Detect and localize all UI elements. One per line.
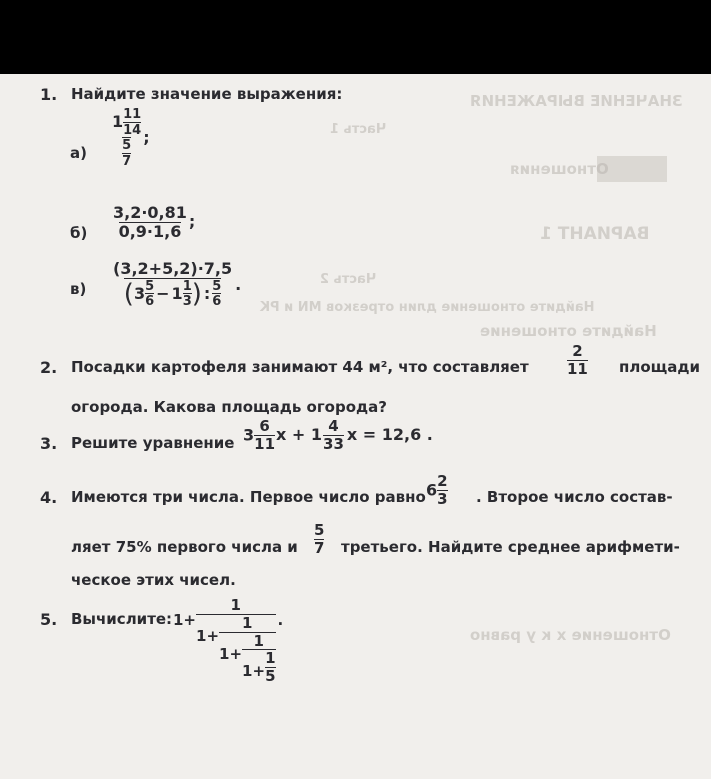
problem-1c-label: в) — [70, 280, 87, 298]
ghost-text: ВАРИАНТ 1 — [540, 224, 650, 244]
problem-1-number: 1. — [40, 85, 58, 104]
problem-1a-expression: 1 $\frac{11}{14}$ $\frac{5}{7}$ ; — [112, 107, 150, 169]
problem-4-line-1a: Имеются три числа. Первое число равно — [71, 488, 426, 506]
problem-1a-label: а) — [70, 144, 87, 162]
problem-1b-label: б) — [70, 224, 88, 242]
ghost-text: ЗНАЧЕНИЕ ВЫРАЖЕНИЯ — [470, 92, 683, 110]
problem-1-title: Найдите значение выражения: — [71, 85, 343, 103]
problem-5-text: Вычислите: — [71, 610, 173, 628]
problem-4-line-2b: третьего. Найдите среднее арифмети- — [341, 538, 680, 556]
problem-4-line-3: ческое этих чисел. — [71, 571, 236, 589]
problem-4-line-1b: . Второе число состав- — [476, 488, 673, 506]
problem-5-continued-fraction: 1+ 1 1+ 1 1+ 1 1+ $\frac{1}{5}$ . — [173, 596, 284, 685]
problem-4-line-2a: ляет 75% первого числа и — [71, 538, 298, 556]
ghost-text: Отношение x к y равно — [470, 626, 671, 644]
problem-2-number: 2. — [40, 358, 58, 377]
ghost-text: Найдите отношение — [480, 322, 657, 340]
ghost-text: Найдите отношение длин отрезков MN и PK — [260, 300, 595, 315]
ghost-text: Отношения — [510, 160, 609, 178]
ghost-text: Часть 1 — [330, 122, 387, 137]
problem-2-line-2: огорода. Какова площадь огорода? — [71, 398, 387, 416]
textbook-page — [0, 74, 711, 779]
problem-2-line-1: Посадки картофеля занимают 44 м², что составляет — [71, 358, 529, 376]
ghost-text: Часть 2 — [320, 272, 377, 287]
problem-5-number: 5. — [40, 610, 58, 629]
problem-3-number: 3. — [40, 434, 58, 453]
problem-4-fraction: $\frac{5}{7}$ — [314, 521, 325, 557]
problem-3-text: Решите уравнение — [71, 434, 235, 452]
problem-2-line-1-end: площади — [619, 358, 700, 376]
problem-4-mixed-number: 6 $\frac{2}{3}$ — [426, 472, 448, 508]
problem-4-number: 4. — [40, 488, 58, 507]
problem-3-equation: 3 $\frac{6}{11}$ x + 1 $\frac{4}{33}$ x = 12,6 . — [243, 417, 433, 453]
problem-2-fraction: $\frac{2}{11}$ — [567, 342, 588, 378]
problem-1b-expression: $\frac{3,2\cdot 0,81}{0,9\cdot 1,6}$ ; — [113, 203, 196, 241]
problem-1c-expression: (3,2+5,2)·7,5 (3 $\frac{5}{6}$ − 1 $\frac{1}{3}$ ) : $\frac{5}{6}$ . — [113, 259, 242, 310]
